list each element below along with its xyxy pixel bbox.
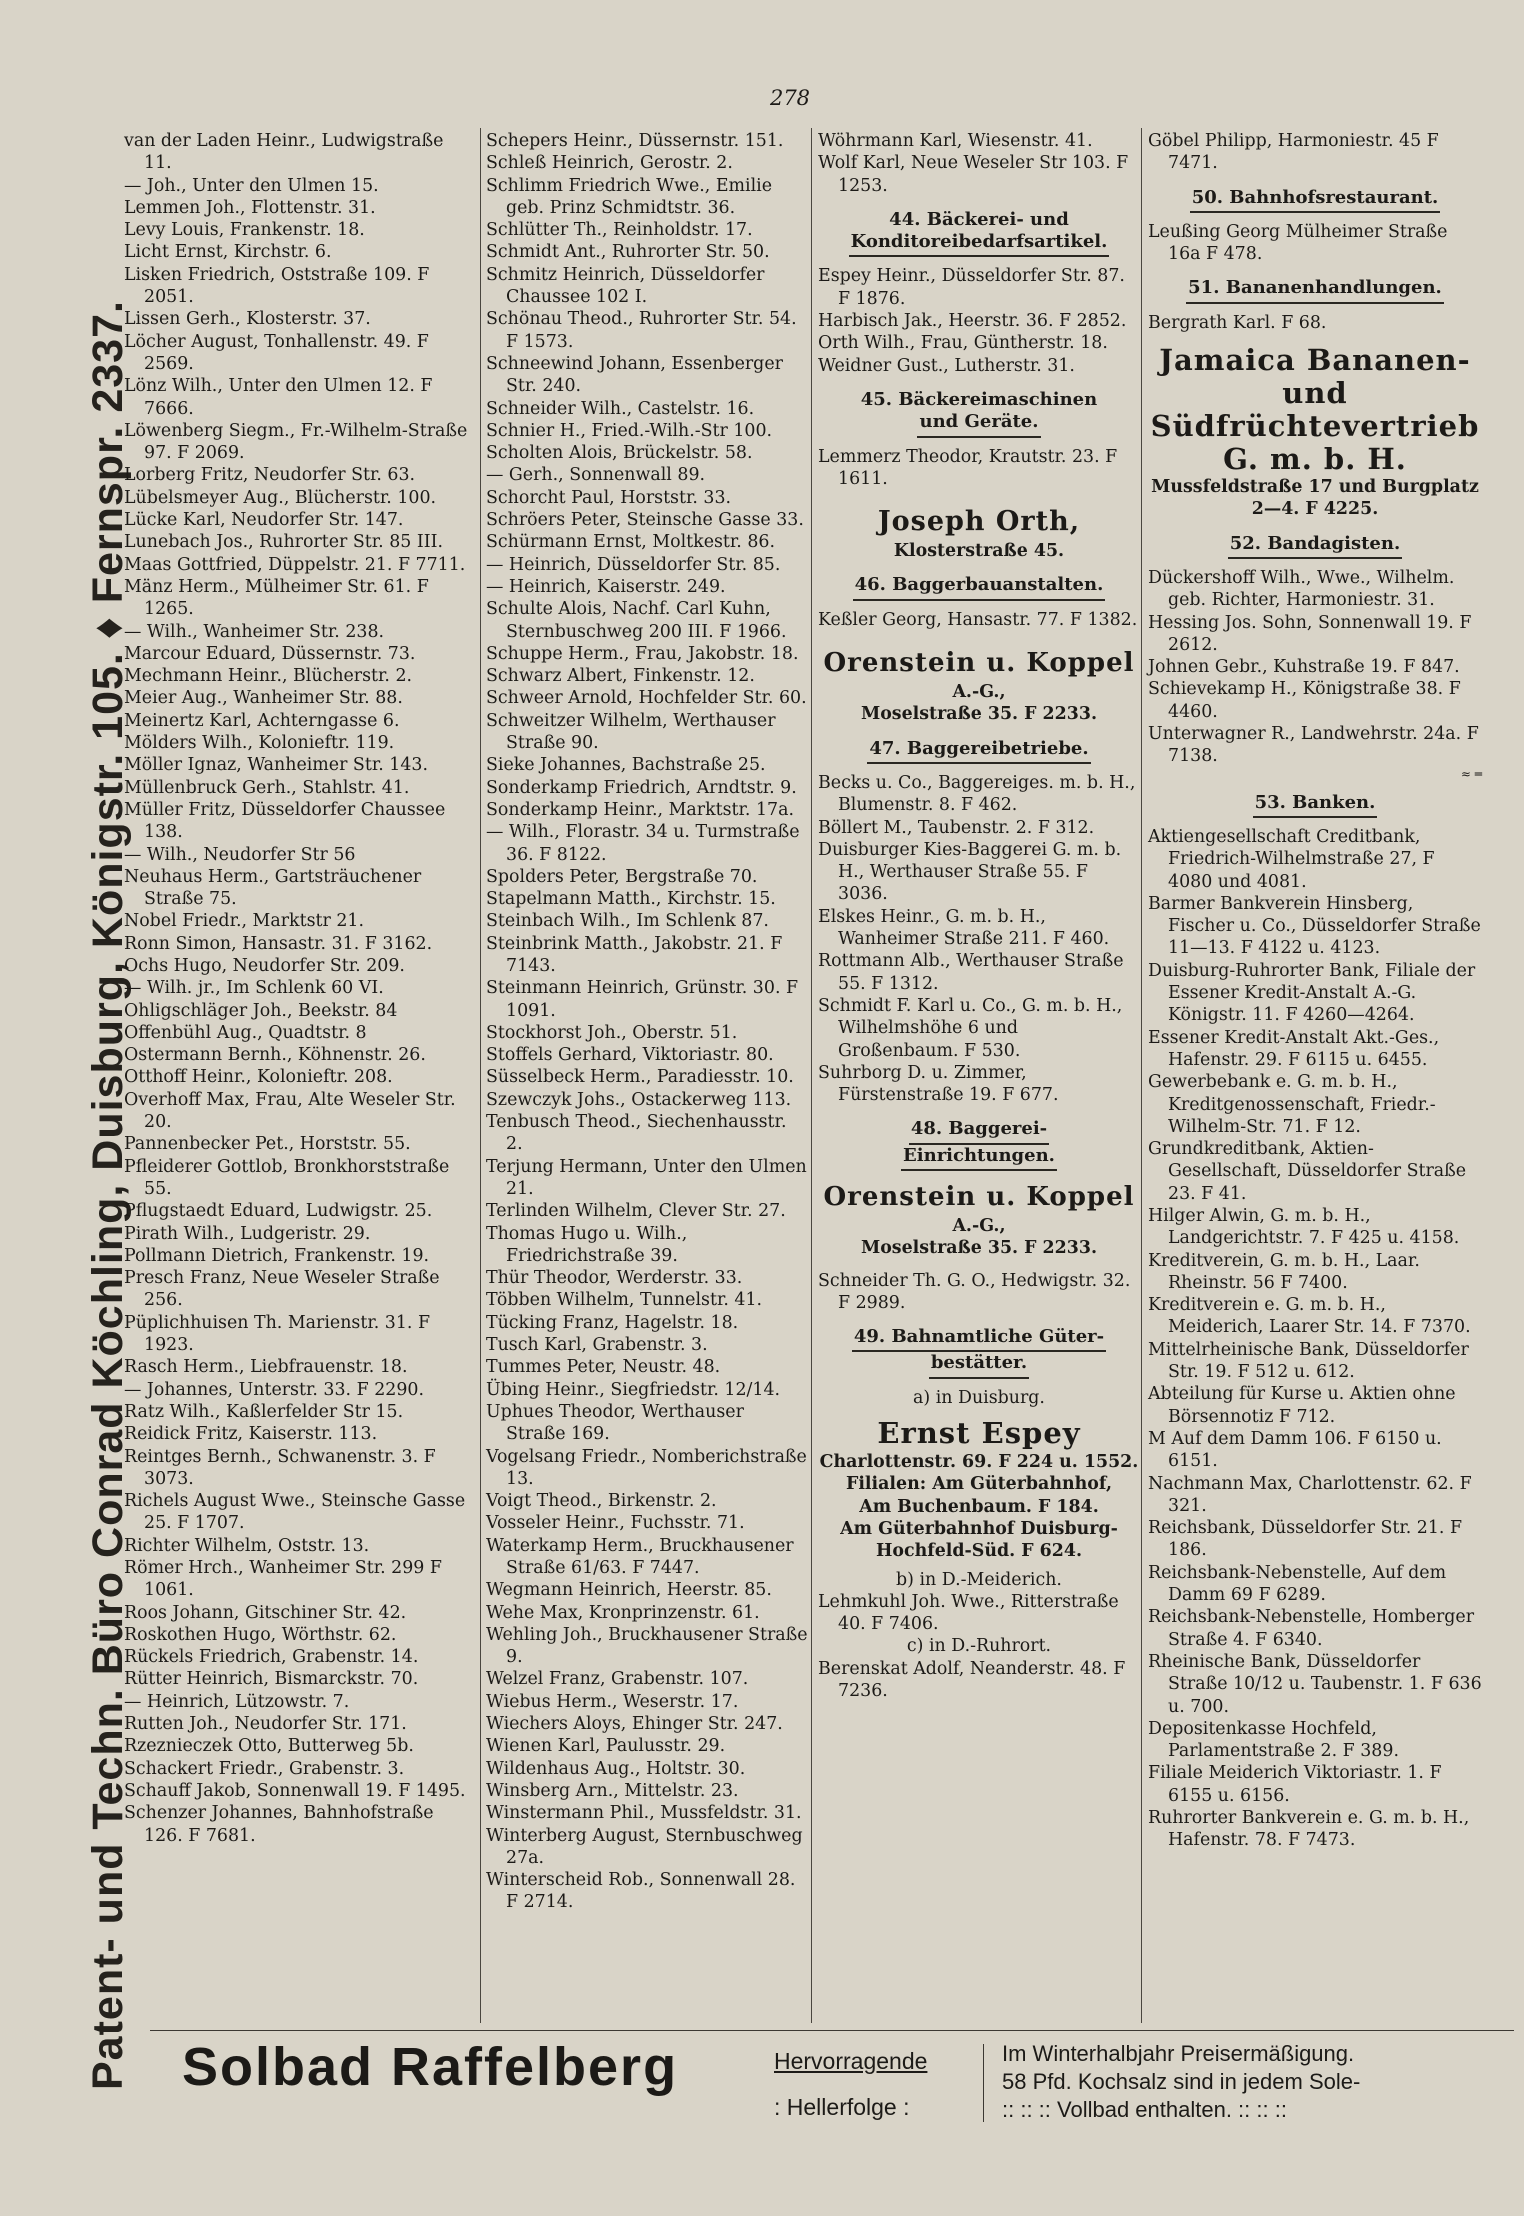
directory-entry: Winsberg Arn., Mittelstr. 23. — [486, 1780, 739, 1801]
directory-entry: Ruhrorter Bankverein e. G. m. b. H., Hafenstr. 78. F 7473. — [1148, 1808, 1470, 1851]
directory-entry: Schweitzer Wilhelm, Werthauser Straße 90. — [486, 710, 776, 754]
directory-entry: Keßler Georg, Hansastr. 77. F 1382. — [818, 609, 1138, 630]
directory-entry: Am Buchenbaum. F 184. — [859, 1496, 1099, 1517]
directory-entry: Pirath Wilh., Ludgeristr. 29. — [124, 1223, 371, 1244]
directory-entry: Bergrath Karl. F 68. — [1148, 312, 1327, 333]
directory-entry: Spolders Peter, Bergstraße 70. — [486, 866, 758, 887]
directory-entry: Rheinische Bank, Düsseldorfer Straße 10/12 u. Taubenstr. 1. F 636 u. 700. — [1148, 1651, 1482, 1717]
directory-entry: Neuhaus Herm., Gartsträuchener Straße 75. — [124, 866, 422, 910]
directory-entry: Abteilung für Kurse u. Aktien ohne Börsennotiz F 712. — [1148, 1384, 1456, 1427]
directory-entry: — Wilh., Wanheimer Str. 238. — [124, 621, 385, 642]
directory-entry: Sonderkamp Friedrich, Arndtstr. 9. — [486, 777, 797, 798]
directory-entry: Meier Aug., Wanheimer Str. 88. — [124, 688, 403, 709]
directory-entry: Schneider Wilh., Castelstr. 16. — [486, 398, 755, 419]
directory-entry: Hochfeld-Süd. F 624. — [875, 1541, 1083, 1562]
directory-entry: Uphues Theodor, Werthauser Straße 169. — [486, 1401, 744, 1445]
directory-entry: Levy Louis, Frankenstr. 18. — [124, 220, 365, 241]
directory-entry: Szewczyk Johs., Ostackerweg 113. — [486, 1089, 792, 1110]
column-1 — [124, 130, 476, 1847]
directory-entry: — Wilh., Neudorfer Str 56 — [124, 844, 356, 865]
directory-entry: Ochs Hugo, Neudorfer Str. 209. — [124, 955, 405, 976]
directory-entry: Kreditverein, G. m. b. H., Laar. Rheinstr. 56 F 7400. — [1148, 1250, 1420, 1293]
directory-entry: Übing Heinr., Siegfriedstr. 12/14. — [486, 1379, 781, 1400]
directory-entry: Lisken Friedrich, Oststraße 109. F 2051. — [124, 264, 430, 308]
advert-address: Klosterstraße 45. — [893, 541, 1065, 562]
directory-entry: Pollmann Dietrich, Frankenstr. 19. — [124, 1245, 430, 1266]
directory-entry: Schauff Jakob, Sonnenwall 19. F 1495. — [124, 1780, 466, 1801]
directory-entry: Wöhrmann Karl, Wiesenstr. 41. — [818, 131, 1093, 151]
directory-entry: Lemmen Joh., Flottenstr. 31. — [124, 197, 376, 218]
directory-entry: Voigt Theod., Birkenstr. 2. — [486, 1491, 717, 1512]
directory-entry: Pannenbecker Pet., Horststr. 55. — [124, 1134, 411, 1155]
directory-entry: 58 Pfd. Kochsalz sind in jedem Sole- — [1002, 2069, 1361, 2094]
section-heading-48: 48. Baggerei- Einrichtungen. — [818, 1118, 1140, 1171]
column-4 — [1148, 130, 1482, 1852]
directory-entry: Nobel Friedr., Marktstr 21. — [124, 911, 364, 932]
directory-entry: Schackert Friedr., Grabenstr. 3. — [124, 1758, 405, 1779]
directory-entry: Wegmann Heinrich, Heerstr. 85. — [486, 1580, 772, 1601]
directory-entry: — Johannes, Unterstr. 33. F 2290. — [124, 1379, 424, 1400]
directory-entry: Marcour Eduard, Düssernstr. 73. — [124, 643, 416, 664]
directory-entry: Duisburg-Ruhrorter Bank, Filiale der Essener Kredit-Anstalt A.-G. Königstr. 11. F 4260—4264. — [1148, 960, 1476, 1026]
directory-entry: Nachmann Max, Charlottenstr. 62. F 321. — [1148, 1473, 1472, 1516]
directory-entry: Lunebach Jos., Ruhrorter Str. 85 III. — [124, 532, 444, 553]
directory-entry: Hilger Alwin, G. m. b. H., Landgerichtstr. 7. F 425 u. 4158. — [1148, 1205, 1460, 1249]
directory-entry: Schuppe Herm., Frau, Jakobstr. 18. — [486, 643, 799, 664]
column-2 — [486, 130, 808, 1914]
directory-entry: Böllert M., Taubenstr. 2. F 312. — [818, 817, 1095, 838]
directory-entry: Lehmkuhl Joh. Wwe., Ritterstraße 40. F 7406. — [818, 1591, 1119, 1635]
directory-entry: Steinmann Heinrich, Grünstr. 30. F 1091. — [486, 978, 799, 1021]
directory-entry: Reichsbank-Nebenstelle, Auf dem Damm 69 F 6289. — [1148, 1562, 1447, 1606]
directory-entry: Suhrborg D. u. Zimmer, Fürstenstraße 19. F 677. — [818, 1062, 1059, 1106]
advert-tagline: : Hellerfolge : — [774, 2094, 910, 2120]
directory-entry: Rasch Herm., Liebfrauenstr. 18. — [124, 1357, 408, 1378]
advert-text — [1002, 2040, 1492, 2124]
directory-entry: Vogelsang Friedr., Nomberichstraße 13. — [486, 1446, 807, 1489]
directory-entry: Sonderkamp Heinr., Marktstr. 17a. — [486, 799, 794, 820]
directory-entry: Löcher August, Tonhallenstr. 49. F 2569. — [124, 331, 429, 374]
directory-entry: Göbel Philipp, Harmoniestr. 45 F 7471. — [1148, 131, 1439, 174]
directory-entry: Otthoff Heinr., Kolonieftr. 208. — [124, 1067, 393, 1088]
directory-entry: Lücke Karl, Neudorfer Str. 147. — [124, 510, 404, 531]
directory-entry: Hessing Jos. Sohn, Sonnenwall 19. F 2612. — [1148, 612, 1472, 655]
directory-entry: Ronn Simon, Hansastr. 31. F 3162. — [124, 933, 433, 954]
directory-entry: — Gerh., Sonnenwall 89. — [486, 465, 706, 486]
advert-name: Joseph Orth, — [877, 506, 1081, 538]
directory-entry: Reintges Bernh., Schwanenstr. 3. F 3073. — [124, 1446, 436, 1489]
directory-entry: Schönau Theod., Ruhrorter Str. 54. F 1573. — [486, 309, 797, 352]
directory-entry: Pflugstaedt Eduard, Ludwigstr. 25. — [124, 1201, 433, 1222]
directory-entry: Offenbühl Aug., Quadtstr. 8 — [124, 1022, 367, 1043]
section-heading-53: 53. Banken. — [1148, 792, 1482, 818]
directory-entry: Welzel Franz, Grabenstr. 107. — [486, 1669, 749, 1690]
directory-entry: Schneewind Johann, Essenberger Str. 240. — [486, 353, 783, 397]
directory-entry: Leußing Georg Mülheimer Straße 16a F 478. — [1148, 221, 1448, 265]
advert-title: Solbad Raffelberg — [182, 2037, 679, 2097]
directory-entry: Meinertz Karl, Achterngasse 6. — [124, 710, 400, 731]
directory-entry: Wildenhaus Aug., Holtstr. 30. — [486, 1758, 746, 1779]
directory-entry: Ohligschläger Joh., Beekstr. 84 — [124, 1000, 398, 1021]
directory-entry: Johnen Gebr., Kuhstraße 19. F 847. — [1148, 657, 1460, 678]
directory-entry: Schorcht Paul, Horststr. 33. — [486, 487, 732, 508]
advert-address: Moselstraße 35. F 2233. — [860, 704, 1098, 725]
directory-entry: Reidick Fritz, Kaiserstr. 113. — [124, 1424, 378, 1445]
directory-entry: Overhoff Max, Frau, Alte Weseler Str. 20. — [124, 1089, 456, 1133]
directory-entry: Schenzer Johannes, Bahnhofstraße 126. F 7681. — [124, 1803, 434, 1846]
directory-entry: Richter Wilhelm, Oststr. 13. — [124, 1535, 370, 1556]
directory-entry: Löwenberg Siegm., Fr.-Wilhelm-Straße 97. F 2069. — [124, 420, 468, 464]
directory-entry: Möller Ignaz, Wanheimer Str. 143. — [124, 755, 429, 776]
advert-name: Ernst Espey — [877, 1416, 1081, 1451]
directory-entry: Steinbrink Matth., Jakobstr. 21. F 7143. — [486, 933, 783, 976]
directory-entry: Schleß Heinrich, Gerostr. 2. — [486, 153, 733, 174]
directory-entry: Stapelmann Matth., Kirchstr. 15. — [486, 889, 776, 910]
directory-entry: Schneider Th. G. O., Hedwigstr. 32. F 2989. — [818, 1270, 1131, 1313]
directory-entry: — Heinrich, Kaiserstr. 249. — [486, 576, 726, 597]
directory-entry: Schürmann Ernst, Moltkestr. 86. — [486, 532, 776, 553]
directory-entry: Berenskat Adolf, Neanderstr. 48. F 7236. — [818, 1658, 1126, 1702]
section-heading-44: 44. Bäckerei- und Konditoreibedarfsartikel. — [818, 209, 1140, 258]
advert-name: Jamaica Bananen- und Südfrüchtevertrieb G. m. b. H. — [1150, 343, 1480, 477]
directory-entry: Im Winterhalbjahr Preisermäßigung. — [1002, 2041, 1355, 2066]
advert-address: Moselstraße 35. F 2233. — [860, 1238, 1098, 1259]
directory-entry: Pfleiderer Gottlob, Bronkhorststraße 55. — [124, 1156, 450, 1199]
advert-line: A.-G., — [952, 682, 1006, 703]
directory-entry: Terlinden Wilhelm, Clever Str. 27. — [486, 1201, 786, 1222]
directory-entry: Tenbusch Theod., Siechenhausstr. 2. — [486, 1112, 787, 1155]
column-rule — [480, 128, 481, 2023]
directory-entry: Wehling Joh., Bruckhausener Straße 9. — [486, 1624, 808, 1668]
directory-entry: Licht Ernst, Kirchstr. 6. — [124, 242, 332, 263]
directory-entry: Schievekamp H., Königstraße 38. F 4460. — [1148, 679, 1461, 722]
directory-entry: Lübelsmeyer Aug., Blücherstr. 100. — [124, 487, 437, 508]
directory-entry: Maas Gottfried, Düppelstr. 21. F 7711. — [124, 554, 466, 575]
directory-entry: Römer Hrch., Wanheimer Str. 299 F 1061. — [124, 1558, 442, 1601]
section-heading-52: 52. Bandagisten. — [1148, 533, 1482, 559]
directory-entry: Unterwagner R., Landwehrstr. 24a. F 7138. — [1148, 724, 1479, 767]
directory-entry: Charlottenstr. 69. F 224 u. 1552. — [819, 1452, 1139, 1473]
directory-entry: Schmidt Ant., Ruhrorter Str. 50. — [486, 242, 770, 263]
directory-entry: Schlimm Friedrich Wwe., Emilie geb. Prinz Schmidtstr. 36. — [486, 175, 772, 218]
directory-entry: Grundkreditbank, Aktien-Gesellschaft, Düsseldorfer Straße 23. F 41. — [1148, 1139, 1467, 1204]
directory-entry: Scholten Alois, Brückelstr. 58. — [486, 443, 753, 464]
directory-entry: Schlütter Th., Reinholdstr. 17. — [486, 220, 753, 241]
section-heading-49: 49. Bahnamtliche Güter- bestätter. — [818, 1326, 1140, 1379]
directory-entry: M Auf dem Damm 106. F 6150 u. 6151. — [1148, 1428, 1442, 1472]
directory-entry: Terjung Hermann, Unter den Ulmen 21. — [486, 1156, 807, 1199]
section-heading-50: 50. Bahnhofsrestaurant. — [1148, 187, 1482, 213]
directory-entry: Schepers Heinr., Düssernstr. 151. — [486, 131, 784, 151]
directory-entry: Lemmerz Theodor, Krautstr. 23. F 1611. — [818, 446, 1118, 489]
directory-entry: Stoffels Gerhard, Viktoriastr. 80. — [486, 1045, 774, 1066]
directory-entry: Schröers Peter, Steinsche Gasse 33. — [486, 510, 804, 531]
directory-entry: Süsselbeck Herm., Paradiesstr. 10. — [486, 1067, 794, 1088]
directory-entry: — Wilh., Florastr. 34 u. Turmstraße 36. F 8122. — [486, 822, 800, 865]
subsection-label: b) in D.-Meiderich. — [896, 1569, 1062, 1590]
directory-entry: Wehe Max, Kronprinzenstr. 61. — [486, 1602, 760, 1623]
directory-entry: Presch Franz, Neue Weseler Straße 256. — [124, 1268, 440, 1311]
directory-entry: Thomas Hugo u. Wilh., Friedrichstraße 39. — [486, 1223, 688, 1266]
directory-entry: Depositenkasse Hochfeld, Parlamentstraße 2. F 389. — [1148, 1718, 1399, 1762]
directory-entry: Lorberg Fritz, Neudorfer Str. 63. — [124, 465, 416, 486]
directory-entry: Sieke Johannes, Bachstraße 25. — [486, 755, 766, 776]
directory-entry: Becks u. Co., Baggereiges. m. b. H., Blumenstr. 8. F 462. — [818, 772, 1136, 816]
directory-entry: Waterkamp Herm., Bruckhausener Straße 61/63. F 7447. — [486, 1535, 794, 1578]
directory-entry: Harbisch Jak., Heerstr. 36. F 2852. — [818, 311, 1127, 332]
directory-entry: Schweer Arnold, Hochfelder Str. 60. — [486, 688, 807, 709]
directory-entry: Filialen: Am Güterbahnhof, — [845, 1474, 1113, 1495]
directory-entry: Schulte Alois, Nachf. Carl Kuhn, Sternbuschweg 200 III. F 1966. — [486, 599, 787, 642]
advert-name: Orenstein u. Koppel — [823, 1181, 1135, 1212]
directory-entry: Wolf Karl, Neue Weseler Str 103. F 1253. — [818, 153, 1129, 196]
ornament: ≈ ═ — [1460, 766, 1482, 781]
page-number: 278 — [769, 86, 811, 110]
advert-address: Mussfeldstraße 17 und Burgplatz 2—4. F 4225. — [1151, 477, 1479, 520]
directory-entry: Wienen Karl, Paulusstr. 29. — [486, 1736, 726, 1757]
directory-entry: Filiale Meiderich Viktoriastr. 1. F 6155 u. 6156. — [1148, 1763, 1442, 1806]
directory-entry: Schwarz Albert, Finkenstr. 12. — [486, 666, 755, 687]
directory-entry: Többen Wilhelm, Tunnelstr. 41. — [486, 1290, 763, 1311]
directory-entry: Roskothen Hugo, Wörthstr. 62. — [124, 1624, 397, 1645]
directory-entry: Mechmann Heinr., Blücherstr. 2. — [124, 666, 413, 687]
directory-entry: Schnier H., Fried.-Wilh.-Str 100. — [486, 420, 773, 441]
directory-entry: Roos Johann, Gitschiner Str. 42. — [124, 1602, 407, 1623]
bottom-advertisement — [160, 2032, 1490, 2132]
directory-entry: Espey Heinr., Düsseldorfer Str. 87. F 1876. — [818, 266, 1125, 309]
directory-entry: Barmer Bankverein Hinsberg, Fischer u. Co., Düsseldorfer Straße 11—13. F 4122 u. 4123. — [1148, 893, 1481, 959]
directory-entry: Weidner Gust., Lutherstr. 31. — [818, 355, 1075, 376]
directory-entry: Orth Wilh., Frau, Güntherstr. 18. — [818, 333, 1108, 354]
directory-entry: Wiebus Herm., Weserstr. 17. — [486, 1691, 739, 1712]
directory-entry: Mänz Herm., Mülheimer Str. 61. F 1265. — [124, 576, 429, 620]
column-3 — [818, 130, 1140, 1702]
directory-entry: Lönz Wilh., Unter den Ulmen 12. F 7666. — [124, 376, 433, 419]
directory-entry: Duisburger Kies-Baggerei G. m. b. H., Werthauser Straße 55. F 3036. — [818, 839, 1122, 905]
directory-entry: Tücking Franz, Hagelstr. 18. — [486, 1312, 739, 1333]
advert-tagline: Hervorragende — [774, 2048, 928, 2074]
directory-entry: Rückels Friedrich, Grabenstr. 14. — [124, 1647, 419, 1668]
directory-entry: Winstermann Phil., Mussfeldstr. 31. — [486, 1803, 802, 1824]
directory-entry: :: :: :: Vollbad enthalten. :: :: :: — [1002, 2097, 1287, 2122]
directory-entry: — Wilh. jr., Im Schlenk 60 VI. — [124, 978, 384, 999]
directory-entry: Am Güterbahnhof Duisburg- — [840, 1518, 1118, 1539]
directory-entry: Püplichhuisen Th. Marienstr. 31. F 1923. — [124, 1312, 431, 1356]
section-heading-46: 46. Baggerbauanstalten. — [818, 574, 1140, 600]
directory-entry: Dückershoff Wilh., Wwe., Wilhelm. geb. Richter, Harmoniestr. 31. — [1148, 567, 1455, 611]
directory-entry: Schmitz Heinrich, Düsseldorfer Chaussee 102 I. — [486, 264, 765, 308]
subsection-label: c) in D.-Ruhrort. — [906, 1636, 1052, 1657]
directory-entry: — Heinrich, Düsseldorfer Str. 85. — [486, 554, 781, 575]
directory-entry: Reichsbank, Düsseldorfer Str. 21. F 186. — [1148, 1518, 1463, 1561]
directory-entry: Wiechers Aloys, Ehinger Str. 247. — [486, 1714, 783, 1735]
directory-entry: Gewerbebank e. G. m. b. H., Kreditgenossenschaft, Friedr.-Wilhelm-Str. 71. F 12. — [1148, 1072, 1436, 1137]
section-heading-51: 51. Bananenhandlungen. — [1148, 277, 1482, 303]
section-heading-47: 47. Baggereibetriebe. — [818, 738, 1140, 764]
directory-entry: Rutten Joh., Neudorfer Str. 171. — [124, 1714, 407, 1735]
directory-entry: Müllenbruck Gerh., Stahlstr. 41. — [124, 777, 410, 798]
directory-entry: Essener Kredit-Anstalt Akt.-Ges., Hafenstr. 29. F 6115 u. 6455. — [1148, 1027, 1440, 1070]
directory-entry: Ratz Wilh., Kaßlerfelder Str 15. — [124, 1401, 404, 1422]
directory-entry: Richels August Wwe., Steinsche Gasse 25. F 1707. — [124, 1491, 466, 1534]
subsection-label: a) in Duisburg. — [913, 1387, 1045, 1408]
directory-entry: Tummes Peter, Neustr. 48. — [486, 1357, 721, 1378]
directory-entry: Rottmann Alb., Werthauser Straße 55. F 1312. — [818, 951, 1124, 994]
directory-entry: Winterberg August, Sternbuschweg 27a. — [486, 1825, 803, 1868]
directory-entry: Kreditverein e. G. m. b. H., Meiderich, Laarer Str. 14. F 7370. — [1148, 1295, 1471, 1338]
column-rule — [811, 128, 812, 2023]
section-heading-45: 45. Bäckereimaschinen und Geräte. — [818, 389, 1140, 438]
directory-entry: Lissen Gerh., Klosterstr. 37. — [124, 309, 371, 330]
directory-entry: Schmidt F. Karl u. Co., G. m. b. H., Wilhelmshöhe 6 und Großenbaum. F 530. — [818, 995, 1123, 1061]
directory-entry: Reichsbank-Nebenstelle, Homberger Straße 4. F 6340. — [1148, 1607, 1475, 1650]
advert-line: A.-G., — [952, 1215, 1006, 1236]
directory-entry: Aktiengesellschaft Creditbank, Friedrich-Wilhelmstraße 27, F 4080 und 4081. — [1148, 826, 1435, 892]
directory-entry: Steinbach Wilh., Im Schlenk 87. — [486, 911, 769, 932]
directory-entry: Thür Theodor, Werderstr. 33. — [486, 1268, 743, 1289]
directory-entry: — Joh., Unter den Ulmen 15. — [124, 175, 379, 196]
advert-name: Orenstein u. Koppel — [823, 648, 1135, 679]
directory-entry: Rütter Heinrich, Bismarckstr. 70. — [124, 1669, 419, 1690]
directory-entry: Mittelrheinische Bank, Düsseldorfer Str. 19. F 512 u. 612. — [1148, 1339, 1469, 1383]
side-advertisement: Patent- und Techn. Büro Conrad Köchling, Duisburg, Königstr. 105. ♦ Fernspr. 2337. — [84, 300, 132, 2090]
directory-entry: Stockhorst Joh., Oberstr. 51. — [486, 1022, 738, 1043]
directory-entry: Müller Fritz, Düsseldorfer Chaussee 138. — [124, 799, 446, 843]
directory-entry: — Heinrich, Lützowstr. 7. — [124, 1691, 350, 1712]
directory-entry: Rzeznieczek Otto, Butterweg 5b. — [124, 1736, 414, 1757]
advert-divider — [983, 2044, 984, 2122]
advert-divider — [150, 2030, 1514, 2031]
directory-entry: Vosseler Heinr., Fuchsstr. 71. — [486, 1513, 745, 1534]
directory-entry: Mölders Wilh., Kolonieftr. 119. — [124, 733, 395, 754]
directory-entry: Ostermann Bernh., Köhnenstr. 26. — [124, 1045, 426, 1066]
column-rule — [1141, 128, 1142, 2023]
directory-entry: Winterscheid Rob., Sonnenwall 28. F 2714. — [486, 1870, 796, 1913]
directory-entry: van der Laden Heinr., Ludwigstraße 11. — [124, 131, 444, 174]
directory-entry: Tusch Karl, Grabenstr. 3. — [486, 1335, 708, 1356]
directory-entry: Elskes Heinr., G. m. b. H., Wanheimer Straße 211. F 460. — [818, 906, 1110, 950]
